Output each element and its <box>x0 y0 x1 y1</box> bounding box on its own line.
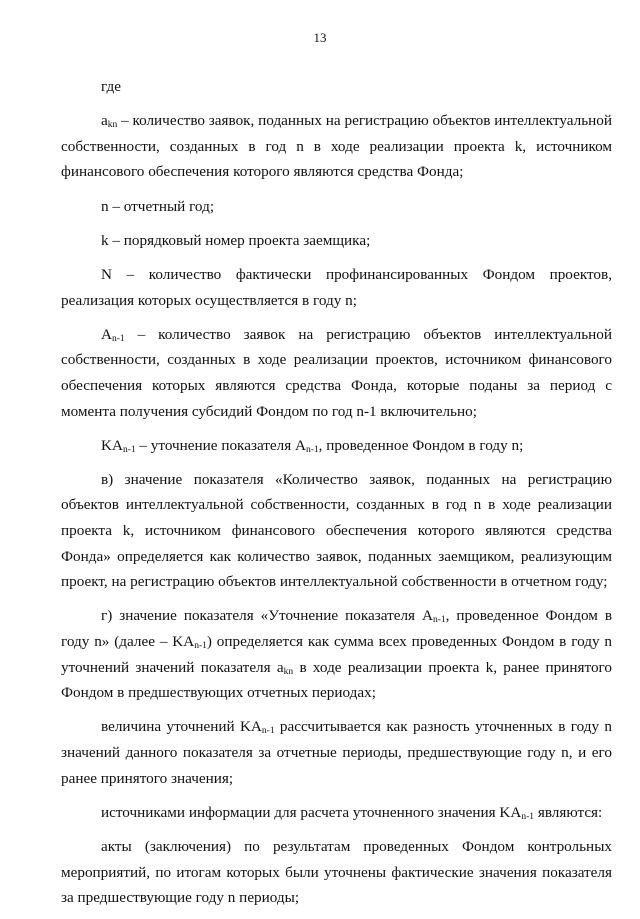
paragraph-acts: акты (заключения) по результатам проведенных Фондом контрольных мероприятий, по итогам которых были уточнены фактические значения показателя за предшествующие году n периоды; <box>61 837 612 907</box>
paragraph-where: где <box>101 78 121 95</box>
paragraph-item-g: г) значение показателя «Уточнение показателя $A_{n-1}$, проведенное Фондом в году n» (далее – $KA_{n-1}$) определяется как сумма всех проведенных Фондом в году n уточнений значений показателя $a_{kn}$ в ходе реализации проекта k, ранее принятого Фондом в предшествующих отчетных периодах; <box>61 607 613 702</box>
paragraph-N-definition: N – количество фактически профинансированных Фондом проектов, реализация которых осуществляется в году n; <box>61 265 612 309</box>
page-number: 13 <box>313 30 327 45</box>
paragraph-KAn-1-definition: $KA_{n-1}$ – уточнение показателя $A_{n-1}$, проведенное Фондом в году n; <box>101 436 524 455</box>
paragraph-n-definition: n – отчетный год; <box>101 197 215 215</box>
paragraph-akn-definition: $a_{kn}$ – количество заявок, поданных на регистрацию объектов интеллектуальной собственности, созданных в год n в ходе реализации проекта k, источником финансового обеспечения которого являются средства Фонда; <box>61 112 612 181</box>
paragraph-adjustment-value: величина уточнений $KA_{n-1}$ рассчитывается как разность уточненных в году n значений данного показателя за отчетные периоды, предшествующие году n, и его ранее принятого значения; <box>61 718 612 787</box>
paragraph-item-v: в) значение показателя «Количество заявок, поданных на регистрацию объектов интеллектуальной собственности, созданных в год n в ходе реализации проекта k, источником финансового обеспечения которого являются средства Фонда» определяется как количество заявок, поданных заемщиком, реализующим проект, на регистрацию объектов интеллектуальной собственности в отчетном году; <box>61 470 612 591</box>
paragraph-information-sources: источниками информации для расчета уточненного значения $KA_{n-1}$ являются: <box>101 803 603 822</box>
document-body <box>61 74 612 919</box>
paragraph-An-1-definition: $A_{n-1}$ – количество заявок на регистрацию объектов интеллектуальной собственности, созданных в ходе реализации проектов, источником финансового обеспечения которых являются средства Фонда, которые поданы за период с момента получения субсидий Фондом по год n-1 включительно; <box>61 325 612 420</box>
paragraph-k-definition: k – порядковый номер проекта заемщика; <box>101 231 371 249</box>
